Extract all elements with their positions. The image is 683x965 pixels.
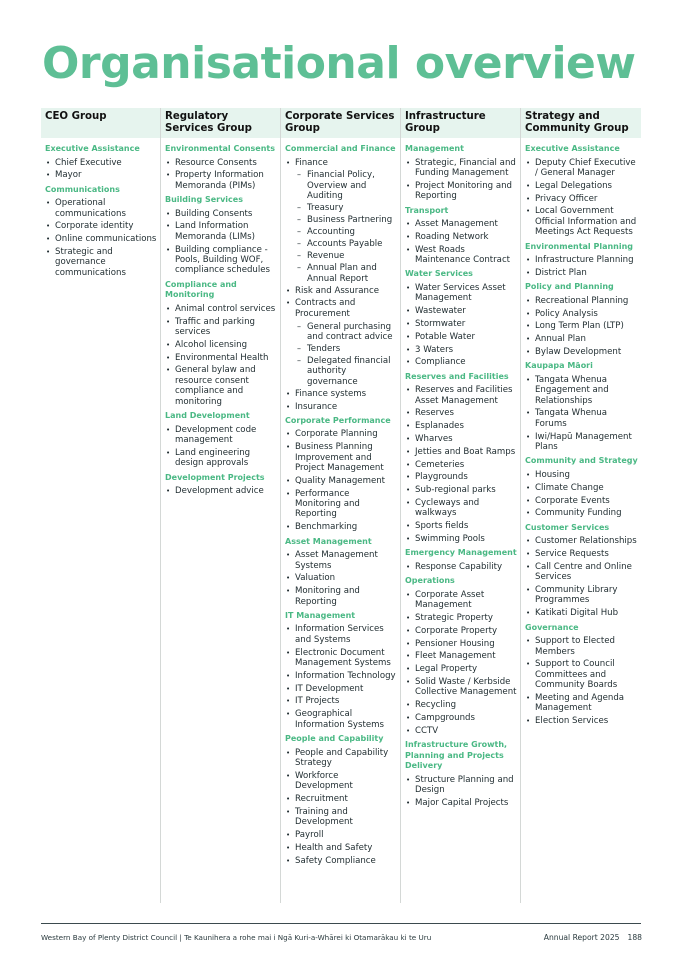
function-item: • Infrastructure Planning [525, 255, 638, 265]
sub-function-item: – Delegated financial authority governance [285, 356, 397, 387]
function-item: • Reserves [405, 408, 517, 418]
team-title: Kaupapa Māori [525, 361, 593, 371]
function-item: • CCTV [405, 726, 517, 736]
function-item: • IT Projects [285, 696, 397, 706]
team-section [45, 144, 157, 181]
team-title: Infrastructure Growth, Planning and Projects Delivery [405, 740, 508, 771]
page-number: 188 [627, 933, 642, 942]
team-section [165, 411, 277, 469]
function-item: • Cycleways and walkways [405, 498, 517, 519]
sub-function-item: – Tenders [285, 344, 397, 354]
function-item: • Major Capital Projects [405, 798, 517, 808]
sub-function-item: – Financial Policy, Overview and Auditing [285, 170, 397, 201]
function-item: • Building compliance - Pools, Building WOF, compliance schedules [165, 245, 277, 276]
function-item: • Annual Plan [525, 334, 638, 344]
function-item: • Risk and Assurance [285, 286, 397, 296]
function-item: • Support to Council Committees and Community Boards [525, 659, 638, 690]
function-item: • Legal Delegations [525, 181, 638, 191]
sub-function-item: – Accounts Payable [285, 239, 397, 249]
function-list [405, 562, 517, 572]
function-list [525, 470, 638, 519]
function-item: • Housing [525, 470, 638, 480]
function-list [405, 385, 517, 544]
function-item: • Asset Management [405, 219, 517, 229]
function-item: • Solid Waste / Kerbside Collective Management [405, 677, 517, 698]
function-item: • Building Consents [165, 209, 277, 219]
function-list [285, 158, 397, 412]
function-item: • Privacy Officer [525, 194, 638, 204]
function-item: • Call Centre and Online Services [525, 562, 638, 583]
function-item: • West Roads Maintenance Contract [405, 245, 517, 266]
function-item: • Tangata Whenua Forums [525, 408, 638, 429]
team-title: Operations [405, 576, 455, 586]
function-item: • Valuation [285, 573, 397, 583]
function-list [405, 219, 517, 265]
sub-function-item: – Annual Plan and Annual Report [285, 263, 397, 284]
team-section [165, 280, 277, 407]
function-item: • Cemeteries [405, 460, 517, 470]
function-item: • Recreational Planning [525, 296, 638, 306]
function-item: • Sports fields [405, 521, 517, 531]
team-section [405, 740, 517, 808]
function-item: • Local Government Official Information and Meetings Act Requests [525, 206, 638, 237]
function-item: • General bylaw and resource consent compliance and monitoring [165, 365, 277, 407]
function-item: • Contracts and Procurement [285, 298, 397, 319]
group-column [281, 108, 401, 903]
function-item: • Wharves [405, 434, 517, 444]
team-title: Executive Assistance [525, 144, 620, 153]
team-title: Asset Management [285, 536, 372, 546]
function-item: • IT Development [285, 684, 397, 694]
function-item: • Corporate Asset Management [405, 590, 517, 611]
team-section [525, 623, 638, 727]
function-item: • Jetties and Boat Ramps [405, 447, 517, 457]
function-item: • Potable Water [405, 332, 517, 342]
group-column [41, 108, 161, 903]
function-item: • Meeting and Agenda Management [525, 693, 638, 714]
team-section [405, 576, 517, 736]
function-item: • Finance systems [285, 389, 397, 399]
function-list [525, 375, 638, 453]
team-title: People and Capability [285, 734, 384, 744]
function-list [405, 158, 517, 202]
function-item: • Corporate Property [405, 626, 517, 636]
function-item: • Alcohol licensing [165, 340, 277, 350]
team-section [45, 185, 157, 279]
function-item: • Recruitment [285, 794, 397, 804]
function-item: • Tangata Whenua Engagement and Relationships [525, 375, 638, 406]
function-item: • Community Funding [525, 508, 638, 518]
function-item: • Policy Analysis [525, 309, 638, 319]
team-title: Environmental Consents [165, 144, 275, 153]
function-list [525, 296, 638, 358]
team-section [405, 206, 517, 266]
function-item: • Payroll [285, 830, 397, 840]
function-item: • Support to Elected Members [525, 636, 638, 657]
team-section [165, 473, 277, 497]
function-item: • Development code management [165, 425, 277, 446]
function-item: • Election Services [525, 716, 638, 726]
team-title: Customer Services [525, 522, 610, 532]
function-item: • Project Monitoring and Reporting [405, 181, 517, 202]
function-list [525, 536, 638, 618]
function-item: • Corporate Events [525, 496, 638, 506]
function-item: • Performance Monitoring and Reporting [285, 489, 397, 520]
team-title: Compliance and Monitoring [165, 279, 237, 300]
function-list [285, 429, 397, 532]
function-list [285, 748, 397, 866]
team-title: Community and Strategy [525, 456, 638, 466]
team-title: Building Services [165, 195, 243, 205]
team-title: Executive Assistance [45, 144, 140, 153]
team-section [165, 195, 277, 276]
function-item: • Business Planning Improvement and Project Management [285, 442, 397, 473]
team-title: Transport [405, 205, 449, 215]
function-list [165, 209, 277, 276]
function-item: • Finance [285, 158, 397, 168]
team-title: Development Projects [165, 472, 265, 482]
sub-function-item: – Treasury [285, 203, 397, 213]
function-item: • Campgrounds [405, 713, 517, 723]
group-column [401, 108, 521, 903]
sub-function-item: – Accounting [285, 227, 397, 237]
group-heading: Corporate Services Group [281, 108, 400, 138]
team-section [525, 242, 638, 279]
function-item: • Electronic Document Management Systems [285, 648, 397, 669]
team-title: Water Services [405, 269, 473, 279]
function-item: • Iwi/Hapū Management Plans [525, 432, 638, 453]
team-section [525, 361, 638, 452]
function-item: • Chief Executive [45, 158, 157, 168]
function-list [45, 198, 157, 278]
function-list [405, 283, 517, 368]
team-section [525, 144, 638, 238]
function-list [165, 486, 277, 496]
function-item: • Benchmarking [285, 522, 397, 532]
team-section [525, 282, 638, 357]
footer-divider [41, 923, 641, 924]
function-item: • Safety Compliance [285, 856, 397, 866]
function-item: • Online communications [45, 234, 157, 244]
team-section [165, 144, 277, 191]
function-item: • Information Services and Systems [285, 624, 397, 645]
function-list [285, 550, 397, 607]
function-item: • Workforce Development [285, 771, 397, 792]
function-item: • Stormwater [405, 319, 517, 329]
function-item: • Strategic Property [405, 613, 517, 623]
function-list [165, 425, 277, 469]
function-item: • Service Requests [525, 549, 638, 559]
team-title: Emergency Management [405, 548, 517, 558]
team-title: Corporate Performance [285, 415, 391, 425]
function-item: • Asset Management Systems [285, 550, 397, 571]
team-title: Governance [525, 622, 579, 632]
function-item: • Bylaw Development [525, 347, 638, 357]
team-title: Land Development [165, 411, 250, 421]
function-item: • Legal Property [405, 664, 517, 674]
function-item: • Recycling [405, 700, 517, 710]
team-title: Management [405, 144, 464, 153]
function-item: • Strategic and governance communications [45, 247, 157, 278]
function-list [285, 624, 397, 730]
function-item: • Roading Network [405, 232, 517, 242]
function-item: • Fleet Management [405, 651, 517, 661]
function-item: • Training and Development [285, 807, 397, 828]
team-section [525, 456, 638, 518]
function-item: • Sub-regional parks [405, 485, 517, 495]
group-column [521, 108, 641, 903]
team-title: Reserves and Facilities [405, 371, 509, 381]
function-item: • 3 Waters [405, 345, 517, 355]
sub-function-item: – Revenue [285, 251, 397, 261]
group-column [161, 108, 281, 903]
function-item: • Mayor [45, 170, 157, 180]
function-item: • Animal control services [165, 304, 277, 314]
function-item: • People and Capability Strategy [285, 748, 397, 769]
team-title: Policy and Planning [525, 282, 614, 292]
function-item: • Customer Relationships [525, 536, 638, 546]
function-item: • Pensioner Housing [405, 639, 517, 649]
function-list [45, 158, 157, 181]
group-heading: Strategy and Community Group [521, 108, 641, 138]
function-item: • Property Information Memoranda (PIMs) [165, 170, 277, 191]
function-item: • Information Technology [285, 671, 397, 681]
function-item: • Playgrounds [405, 472, 517, 482]
function-list [165, 158, 277, 192]
function-item: • Land Information Memoranda (LIMs) [165, 221, 277, 242]
group-heading: Infrastructure Group [401, 108, 520, 138]
function-item: • Traffic and parking services [165, 317, 277, 338]
team-section [285, 416, 397, 533]
function-item: • Resource Consents [165, 158, 277, 168]
footer-report-title: Annual Report 2025 [543, 933, 620, 942]
function-item: • Deputy Chief Executive / General Manager [525, 158, 638, 179]
function-item: • Community Library Programmes [525, 585, 638, 606]
function-item: • Swimming Pools [405, 534, 517, 544]
function-item: • Response Capability [405, 562, 517, 572]
team-title: IT Management [285, 610, 356, 620]
function-item: • Strategic, Financial and Funding Management [405, 158, 517, 179]
sub-function-item: – Business Partnering [285, 215, 397, 225]
team-section [285, 537, 397, 607]
function-item: • Compliance [405, 357, 517, 367]
footer-organisation: Western Bay of Plenty District Council | Te Kaunihera a rohe mai i Ngā Kuri-a-Whārei ki Otamarākau ki te Uru [41, 933, 432, 942]
team-section [285, 144, 397, 412]
function-item: • Esplanades [405, 421, 517, 431]
function-list [525, 636, 638, 726]
function-item: • Insurance [285, 402, 397, 412]
team-title: Communications [45, 184, 120, 194]
function-item: • Environmental Health [165, 353, 277, 363]
page-title: Organisational overview [42, 38, 636, 89]
team-section [405, 269, 517, 367]
function-item: • Water Services Asset Management [405, 283, 517, 304]
function-item: • Monitoring and Reporting [285, 586, 397, 607]
group-heading: CEO Group [41, 108, 160, 138]
function-item: • Land engineering design approvals [165, 448, 277, 469]
team-section [405, 548, 517, 572]
function-item: • Structure Planning and Design [405, 775, 517, 796]
function-list [525, 255, 638, 278]
team-section [405, 372, 517, 545]
function-item: • Wastewater [405, 306, 517, 316]
group-heading: Regulatory Services Group [161, 108, 280, 138]
team-section [525, 523, 638, 619]
function-item: • District Plan [525, 268, 638, 278]
team-title: Environmental Planning [525, 241, 634, 251]
function-item: • Long Term Plan (LTP) [525, 321, 638, 331]
team-section [285, 611, 397, 730]
team-section [285, 734, 397, 866]
team-title: Commercial and Finance [285, 144, 396, 153]
function-item: • Development advice [165, 486, 277, 496]
function-list [405, 775, 517, 809]
function-item: • Quality Management [285, 476, 397, 486]
sub-function-item: – General purchasing and contract advice [285, 322, 397, 343]
function-item: • Corporate identity [45, 221, 157, 231]
function-list [405, 590, 517, 736]
function-item: • Corporate Planning [285, 429, 397, 439]
function-item: • Health and Safety [285, 843, 397, 853]
function-item: • Reserves and Facilities Asset Management [405, 385, 517, 406]
org-columns [41, 108, 641, 903]
footer-report-info [544, 933, 642, 942]
function-list [165, 304, 277, 407]
team-section [405, 144, 517, 202]
function-item: • Katikati Digital Hub [525, 608, 638, 618]
function-item: • Climate Change [525, 483, 638, 493]
function-item: • Geographical Information Systems [285, 709, 397, 730]
function-list [525, 158, 638, 238]
function-item: • Operational communications [45, 198, 157, 219]
